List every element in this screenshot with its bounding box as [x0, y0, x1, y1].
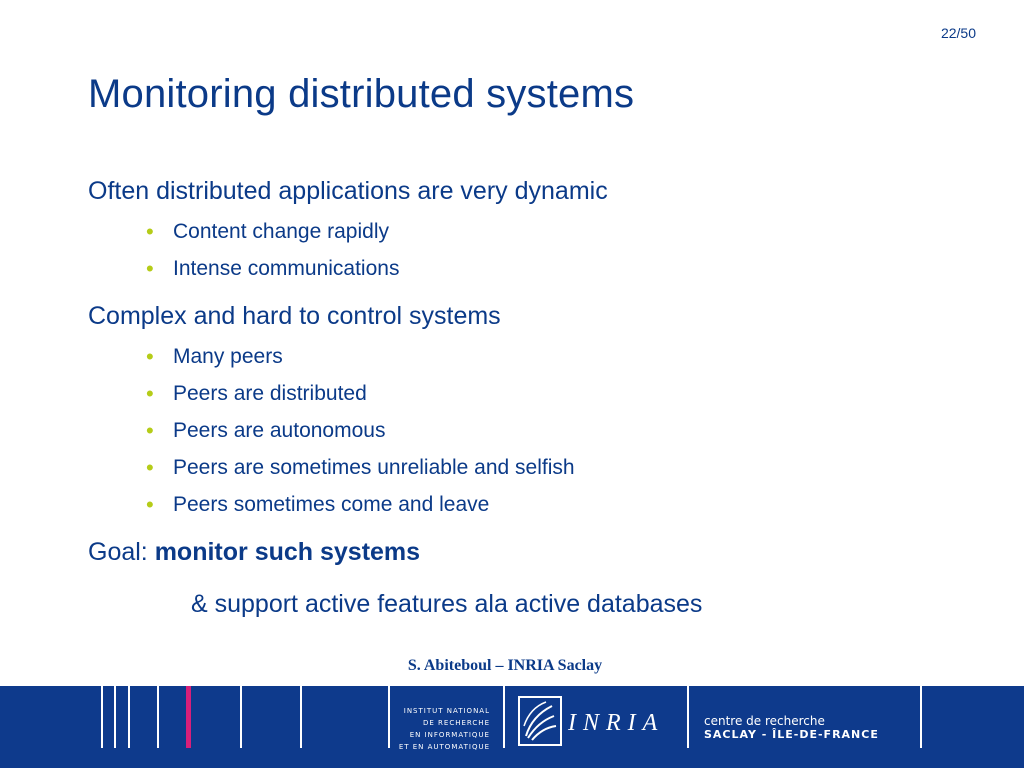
bullet-icon: • — [146, 492, 154, 517]
institute-line: INSTITUT NATIONAL — [403, 707, 490, 715]
bullet-icon: • — [146, 381, 154, 406]
bullet-text: Peers are distributed — [173, 382, 367, 405]
decorative-stripe — [128, 686, 130, 748]
bullet-icon: • — [146, 455, 154, 480]
bullet-item — [146, 412, 948, 449]
footer-bar — [0, 686, 1024, 768]
bullet-list-dynamic — [88, 213, 948, 287]
bullet-icon: • — [146, 219, 154, 244]
decorative-stripe — [101, 686, 103, 748]
section-heading-complex: Complex and hard to control systems — [88, 302, 501, 330]
goal-line — [88, 536, 948, 568]
bullet-icon: • — [146, 418, 154, 443]
goal-emphasis: monitor such systems — [154, 538, 421, 566]
bullet-text: Peers are autonomous — [173, 419, 386, 442]
institute-line: DE RECHERCHE — [423, 719, 490, 727]
decorative-stripe — [920, 686, 922, 748]
goal-label: Goal: — [88, 538, 155, 566]
decorative-stripe — [388, 686, 390, 748]
bullet-item — [146, 375, 948, 412]
bullet-text: Content change rapidly — [173, 220, 389, 243]
bullet-item — [146, 250, 948, 287]
decorative-stripe — [300, 686, 302, 748]
institute-name — [392, 705, 490, 753]
decorative-stripe — [687, 686, 689, 748]
section-heading-dynamic: Often distributed applications are very dynamic — [88, 177, 608, 205]
bullet-item — [146, 449, 948, 486]
bullet-item — [146, 338, 948, 375]
institute-line: ET EN AUTOMATIQUE — [398, 743, 490, 751]
decorative-stripe — [114, 686, 116, 748]
page-number: 22/50 — [940, 25, 976, 41]
slide-title: Monitoring distributed systems — [88, 72, 635, 116]
author-credit: S. Abiteboul – INRIA Saclay — [407, 657, 603, 674]
slide-content — [88, 175, 948, 620]
decorative-stripe-pink — [186, 686, 191, 748]
bullet-text: Peers sometimes come and leave — [173, 493, 490, 516]
inria-logo-icon — [518, 696, 562, 746]
centre-location: SACLAY - ÎLE-DE-FRANCE — [704, 728, 879, 741]
bullet-list-complex — [88, 338, 948, 523]
institute-line: EN INFORMATIQUE — [409, 731, 490, 739]
decorative-stripe — [157, 686, 159, 748]
bullet-icon: • — [146, 256, 154, 281]
decorative-stripe — [503, 686, 505, 748]
bullet-text: Peers are sometimes unreliable and selfish — [173, 456, 575, 479]
goal-sub-line: & support active features ala active databases — [191, 590, 703, 618]
inria-logo-text: INRIA — [568, 710, 665, 736]
bullet-item — [146, 213, 948, 250]
centre-label: centre de recherche — [704, 714, 825, 728]
bullet-text: Intense communications — [173, 257, 400, 280]
bullet-item — [146, 486, 948, 523]
bullet-icon: • — [146, 344, 154, 369]
bullet-text: Many peers — [173, 345, 283, 368]
decorative-stripe — [240, 686, 242, 748]
